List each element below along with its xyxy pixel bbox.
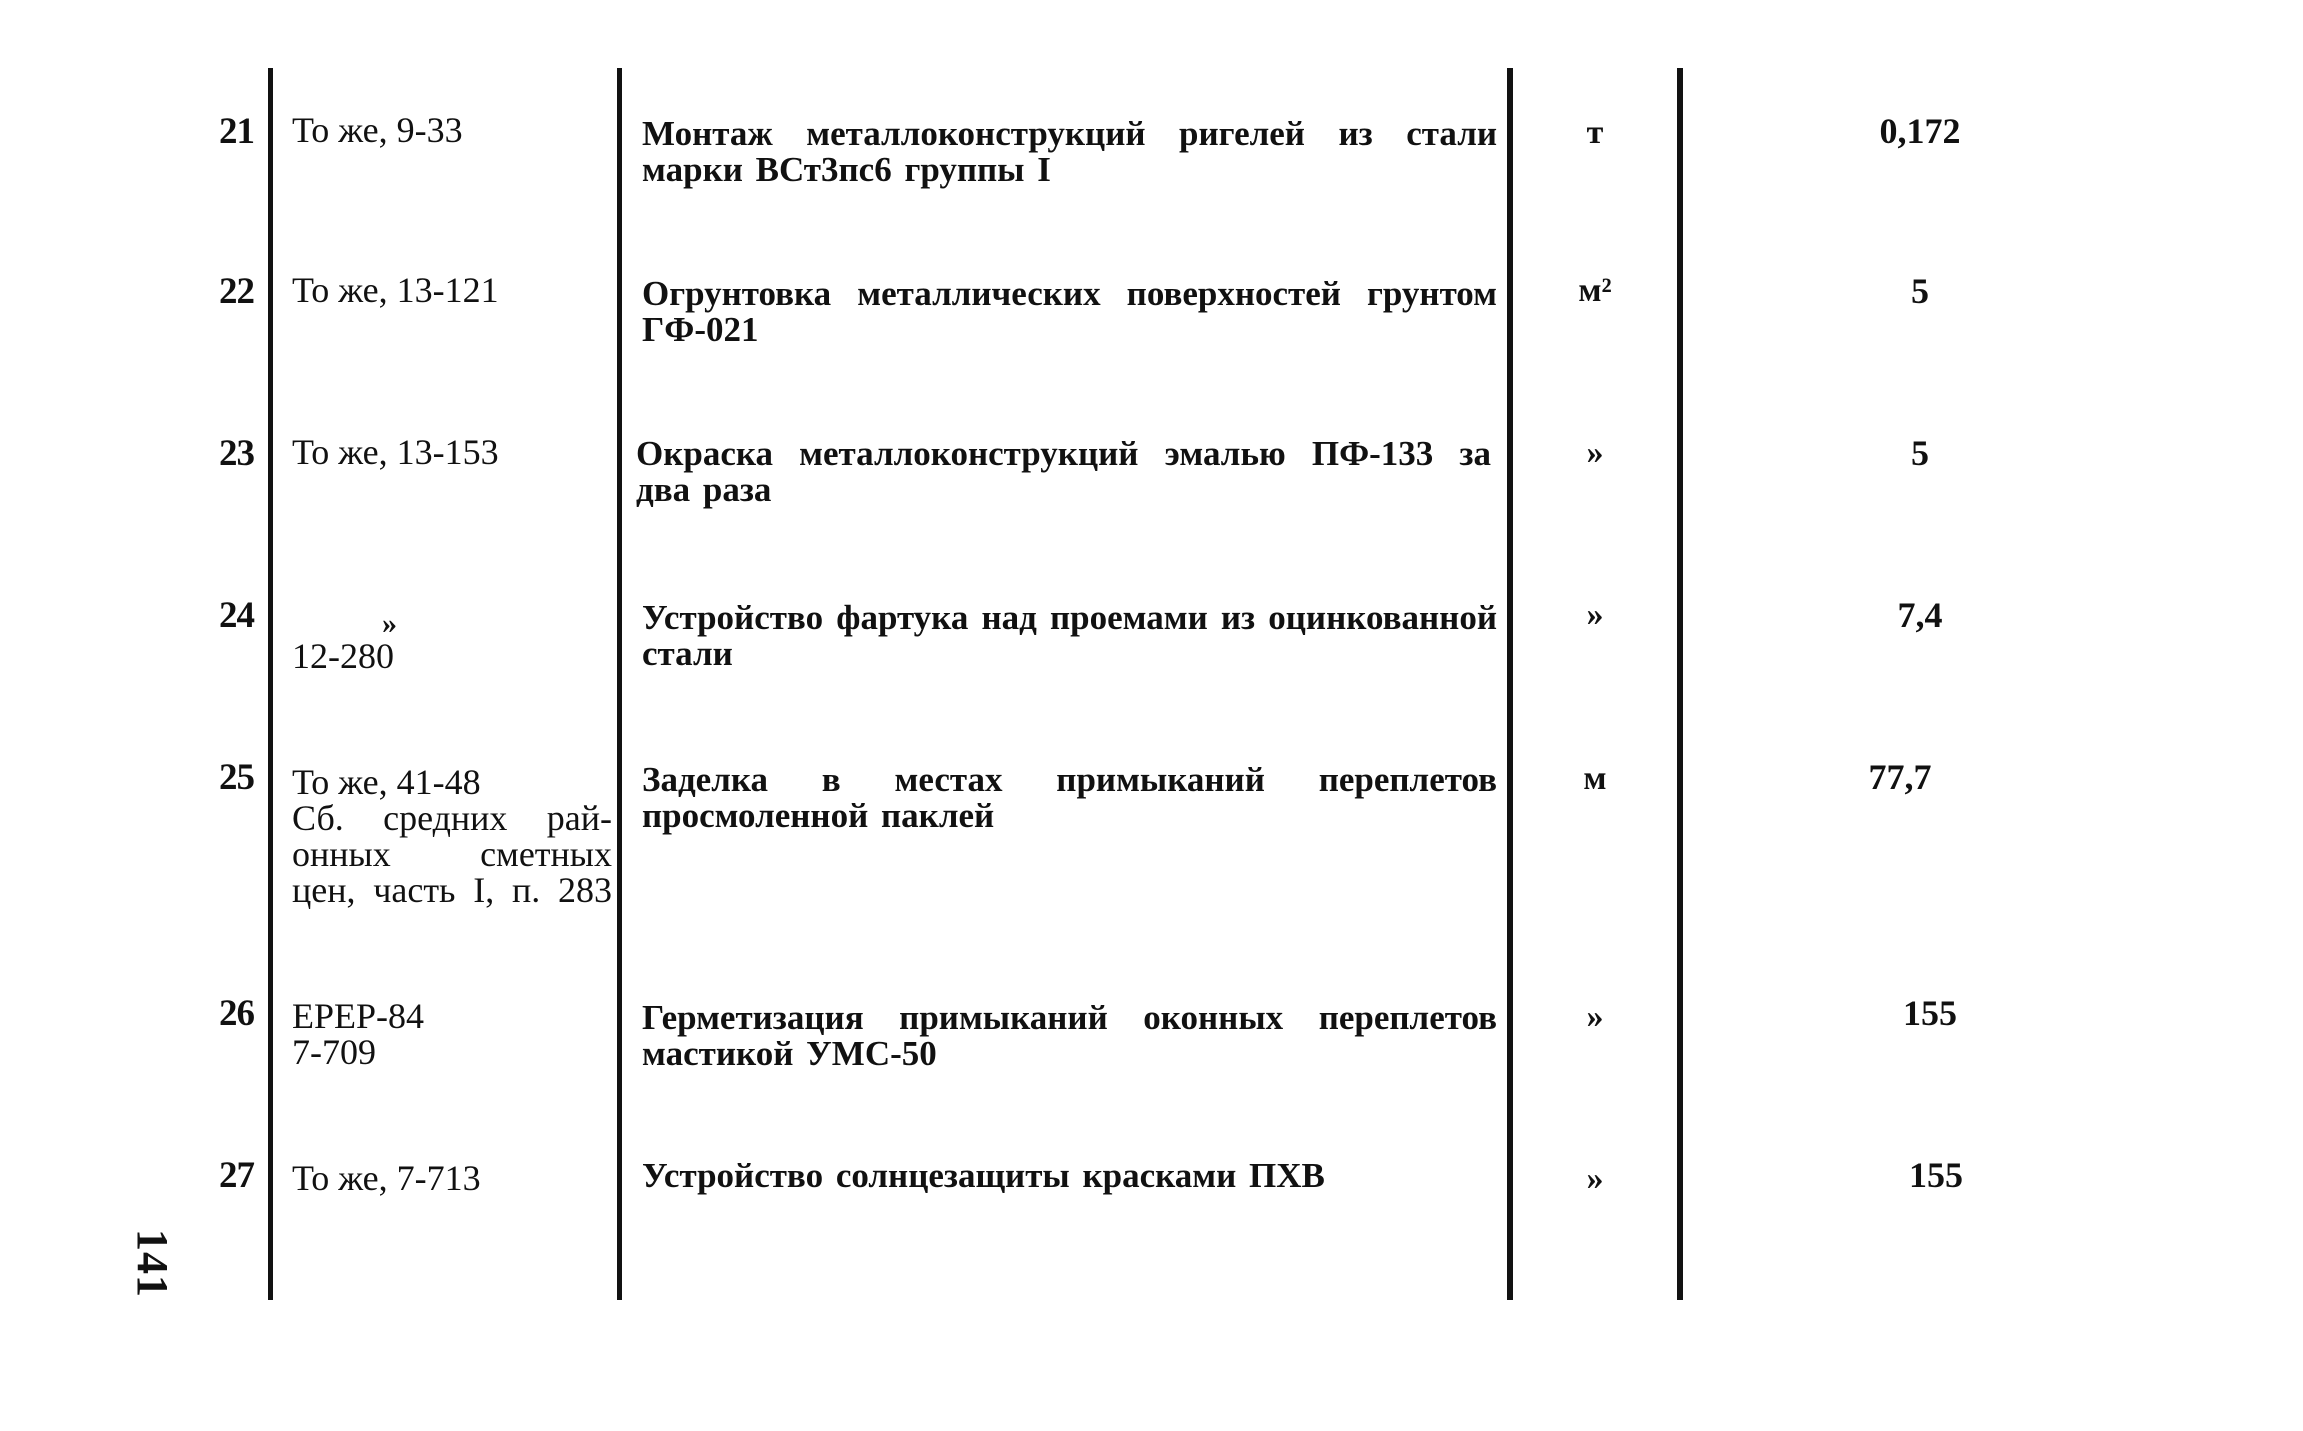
quantity-value: 5 (1911, 433, 1929, 473)
work-description: Устройство фартука над проемами из оцинкованной стали (642, 598, 1497, 673)
row-number: 26 (219, 993, 254, 1034)
quantity-value: 155 (1903, 993, 1957, 1033)
source-reference (292, 607, 612, 676)
unit-of-measure: т (1586, 114, 1604, 151)
quantity-value: 0,172 (1879, 111, 1961, 151)
work-description: Монтаж металлоконструкций ригелей из стали марки ВСт3пс6 группы I (642, 114, 1497, 189)
source-line: То же, 13-153 (292, 432, 499, 472)
work-description: Заделка в местах примыканий переплетов просмоленной паклей (642, 760, 1497, 835)
quantity-value: 7,4 (1897, 595, 1943, 635)
source-reference (292, 764, 612, 908)
source-line: То же, 7-713 (292, 1158, 481, 1198)
source-line: То же, 9-33 (292, 110, 463, 150)
row-number: 21 (219, 111, 254, 152)
row-number: 24 (219, 595, 254, 636)
work-description: Окраска металлоконструкций эмалью ПФ-133 за два раза (636, 434, 1491, 509)
unit-of-measure: » (1586, 1160, 1604, 1197)
row-number: 22 (219, 271, 254, 312)
quantity-value: 77,7 (1868, 757, 1932, 797)
source-line: Сб. средних рай- (292, 798, 612, 838)
source-line: 7-709 (292, 1032, 376, 1072)
source-reference (292, 998, 612, 1070)
source-line: цен, часть I, п. 283 (292, 870, 612, 910)
quantity-value: 155 (1909, 1155, 1963, 1195)
source-reference (292, 1160, 612, 1196)
unit-of-measure: » (1586, 434, 1604, 471)
row-number: 25 (219, 757, 254, 798)
source-line: 12-280 (292, 636, 394, 676)
column-divider-1 (268, 68, 273, 1300)
source-line: То же, 13-121 (292, 270, 499, 310)
source-reference (292, 434, 612, 470)
unit-of-measure: » (1586, 998, 1604, 1035)
unit-of-measure: м² (1578, 272, 1612, 309)
source-reference (292, 112, 612, 148)
source-line: То же, 41-48 (292, 762, 481, 802)
column-divider-2 (617, 68, 622, 1300)
row-number: 27 (219, 1155, 254, 1196)
column-divider-3 (1507, 68, 1513, 1300)
ditto-mark: » (382, 607, 397, 640)
source-line: онных сметных (292, 834, 612, 874)
unit-of-measure: » (1586, 596, 1604, 633)
source-line: ЕРЕР-84 (292, 996, 425, 1036)
column-divider-4 (1677, 68, 1683, 1300)
work-description: Устройство солнцезащиты красками ПХВ (642, 1156, 1325, 1195)
page-number: 141 (128, 1229, 177, 1298)
unit-of-measure: м (1583, 760, 1607, 797)
quantity-value: 5 (1911, 271, 1929, 311)
work-description: Герметизация примыканий оконных переплетов мастикой УМС-50 (642, 998, 1497, 1073)
row-number: 23 (219, 433, 254, 474)
work-description: Огрунтовка металлических поверхностей грунтом ГФ-021 (642, 274, 1497, 349)
source-reference (292, 272, 612, 308)
